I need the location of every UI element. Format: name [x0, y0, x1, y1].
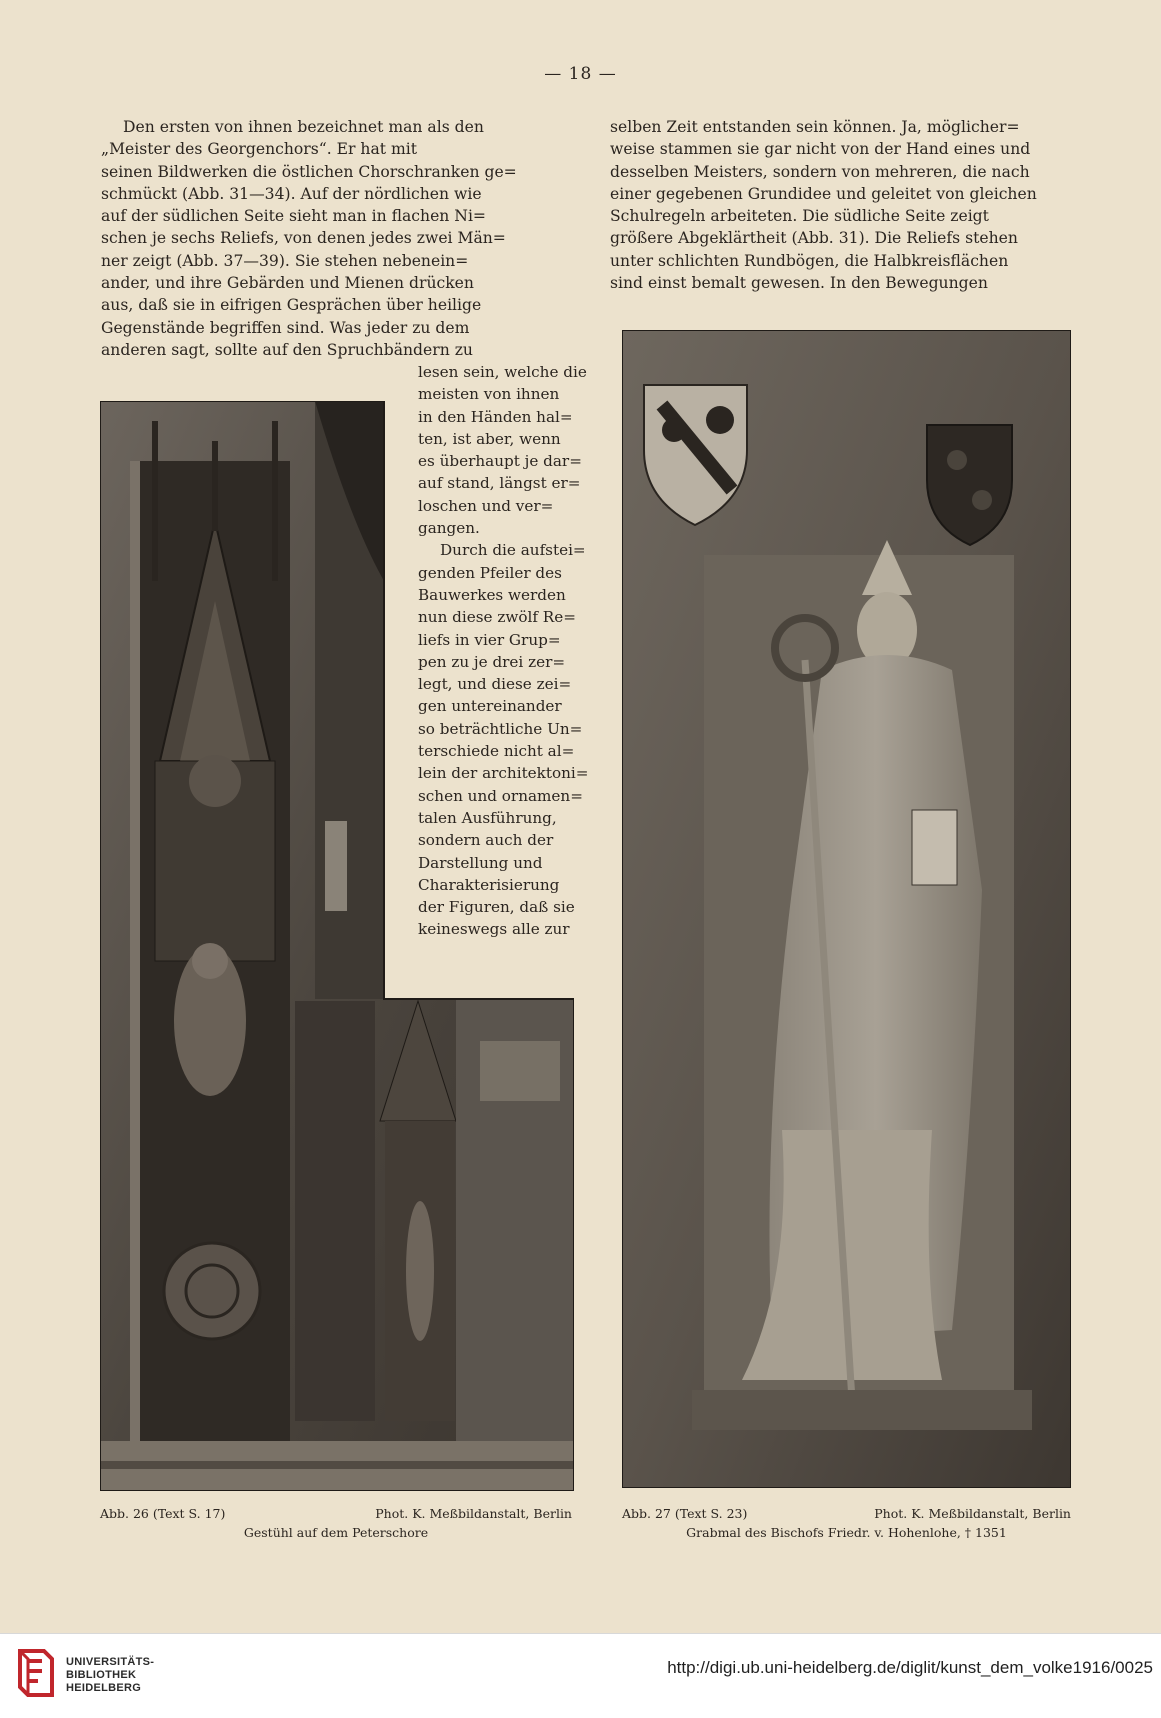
text-line: aus, daß sie in eifrigen Gesprächen über heilige [101, 296, 482, 315]
figure-26-label: Abb. 26 (Text S. 17) [100, 1506, 226, 1521]
text-line: selben Zeit entstanden sein können. Ja, möglicher= [610, 118, 1020, 136]
text-line: Durch die aufstei= [440, 541, 586, 560]
footer-bar [0, 1633, 1161, 1718]
text-line: seinen Bildwerken die östlichen Chorschranken ge= [101, 162, 517, 181]
source-url-link[interactable]: http://digi.ub.uni-heidelberg.de/diglit/kunst_dem_volke1916/0025 [667, 1658, 1153, 1677]
text-line: ten, ist aber, wenn [418, 429, 561, 448]
text-line: Schulregeln arbeiteten. Die südliche Seite zeigt [610, 207, 989, 226]
text-line: einer gegebenen Grundidee und geleitet von gleichen [610, 184, 1037, 203]
text-line: es überhaupt je dar= [418, 452, 582, 471]
text-line: terschiede nicht al= [418, 742, 575, 761]
text-line: ner zeigt (Abb. 37—39). Sie stehen nebenein= [101, 251, 469, 270]
university-library-logo-icon [14, 1645, 58, 1701]
right-column [610, 116, 1073, 294]
text-line: keineswegs alle zur [418, 920, 570, 939]
text-line: auf stand, längst er= [418, 474, 581, 493]
text-line: genden Pfeiler des [418, 563, 562, 582]
left-column-top [101, 116, 596, 361]
text-line: sind einst bemalt gewesen. In den Bewegungen [610, 274, 988, 293]
text-line: Bauwerkes werden [418, 585, 566, 604]
university-library-logo-text [66, 1656, 154, 1695]
text-line: anderen sagt, sollte auf den Spruchbändern zu [101, 340, 473, 359]
text-line: ander, und ihre Gebärden und Mienen drücken [101, 274, 474, 293]
text-line: auf der südlichen Seite sieht man in flachen Ni= [101, 207, 487, 226]
text-line: lesen sein, welche die [418, 363, 587, 381]
text-line: pen zu je drei zer= [418, 652, 566, 671]
text-line: „Meister des Georgenchors“. Er hat mit [101, 140, 418, 159]
text-line: gen untereinander [418, 697, 562, 716]
logo-line: HEIDELBERG [66, 1682, 142, 1694]
text-line: desselben Meisters, sondern von mehreren, die nach [610, 162, 1030, 181]
text-line: Darstellung und [418, 853, 543, 872]
text-line: schen und ornamen= [418, 786, 583, 805]
figure-27-photo [622, 330, 1071, 1488]
text-line: sondern auch der [418, 831, 554, 850]
text-line: lein der architektoni= [418, 764, 589, 783]
text-line: nun diese zwölf Re= [418, 608, 576, 627]
text-line: Charakterisierung [418, 875, 560, 894]
figure-27-caption [622, 1506, 1071, 1521]
text-line: unter schlichten Rundbögen, die Halbkreisflächen [610, 251, 1009, 270]
text-line: talen Ausführung, [418, 808, 557, 827]
logo-line: BIBLIOTHEK [66, 1669, 137, 1681]
figure-26-photo [100, 401, 574, 1491]
figure-27-label: Abb. 27 (Text S. 23) [622, 1506, 748, 1521]
figure-27-credit: Phot. K. Meßbildanstalt, Berlin [874, 1506, 1071, 1521]
text-line: weise stammen sie gar nicht von der Hand eines und [610, 140, 1031, 159]
text-line: Den ersten von ihnen bezeichnet man als den [123, 118, 484, 136]
logo-line: UNIVERSITÄTS- [66, 1656, 155, 1668]
text-line: größere Abgeklärtheit (Abb. 31). Die Reliefs stehen [610, 229, 1018, 248]
text-line: meisten von ihnen [418, 385, 560, 404]
figure-27-title: Grabmal des Bischofs Friedr. v. Hohenlohe, † 1351 [686, 1525, 1007, 1540]
text-line: legt, und diese zei= [418, 675, 572, 694]
text-line: der Figuren, daß sie [418, 898, 575, 917]
figure-26-credit: Phot. K. Meßbildanstalt, Berlin [375, 1506, 572, 1521]
figure-26-title: Gestühl auf dem Peterschore [243, 1525, 429, 1540]
figure-26-caption [100, 1506, 572, 1521]
text-line: Gegenstände begriffen sind. Was jeder zu dem [101, 318, 470, 337]
text-line: schen je sechs Reliefs, von denen jedes zwei Män= [101, 229, 506, 248]
text-line: loschen und ver= [418, 496, 554, 515]
page-number: — 18 — [544, 64, 617, 84]
text-line: gangen. [418, 519, 480, 538]
text-line: so beträchtliche Un= [418, 719, 583, 738]
text-line: schmückt (Abb. 31—34). Auf der nördlichen wie [101, 184, 482, 203]
text-line: liefs in vier Grup= [418, 630, 561, 649]
text-line: in den Händen hal= [418, 407, 573, 426]
